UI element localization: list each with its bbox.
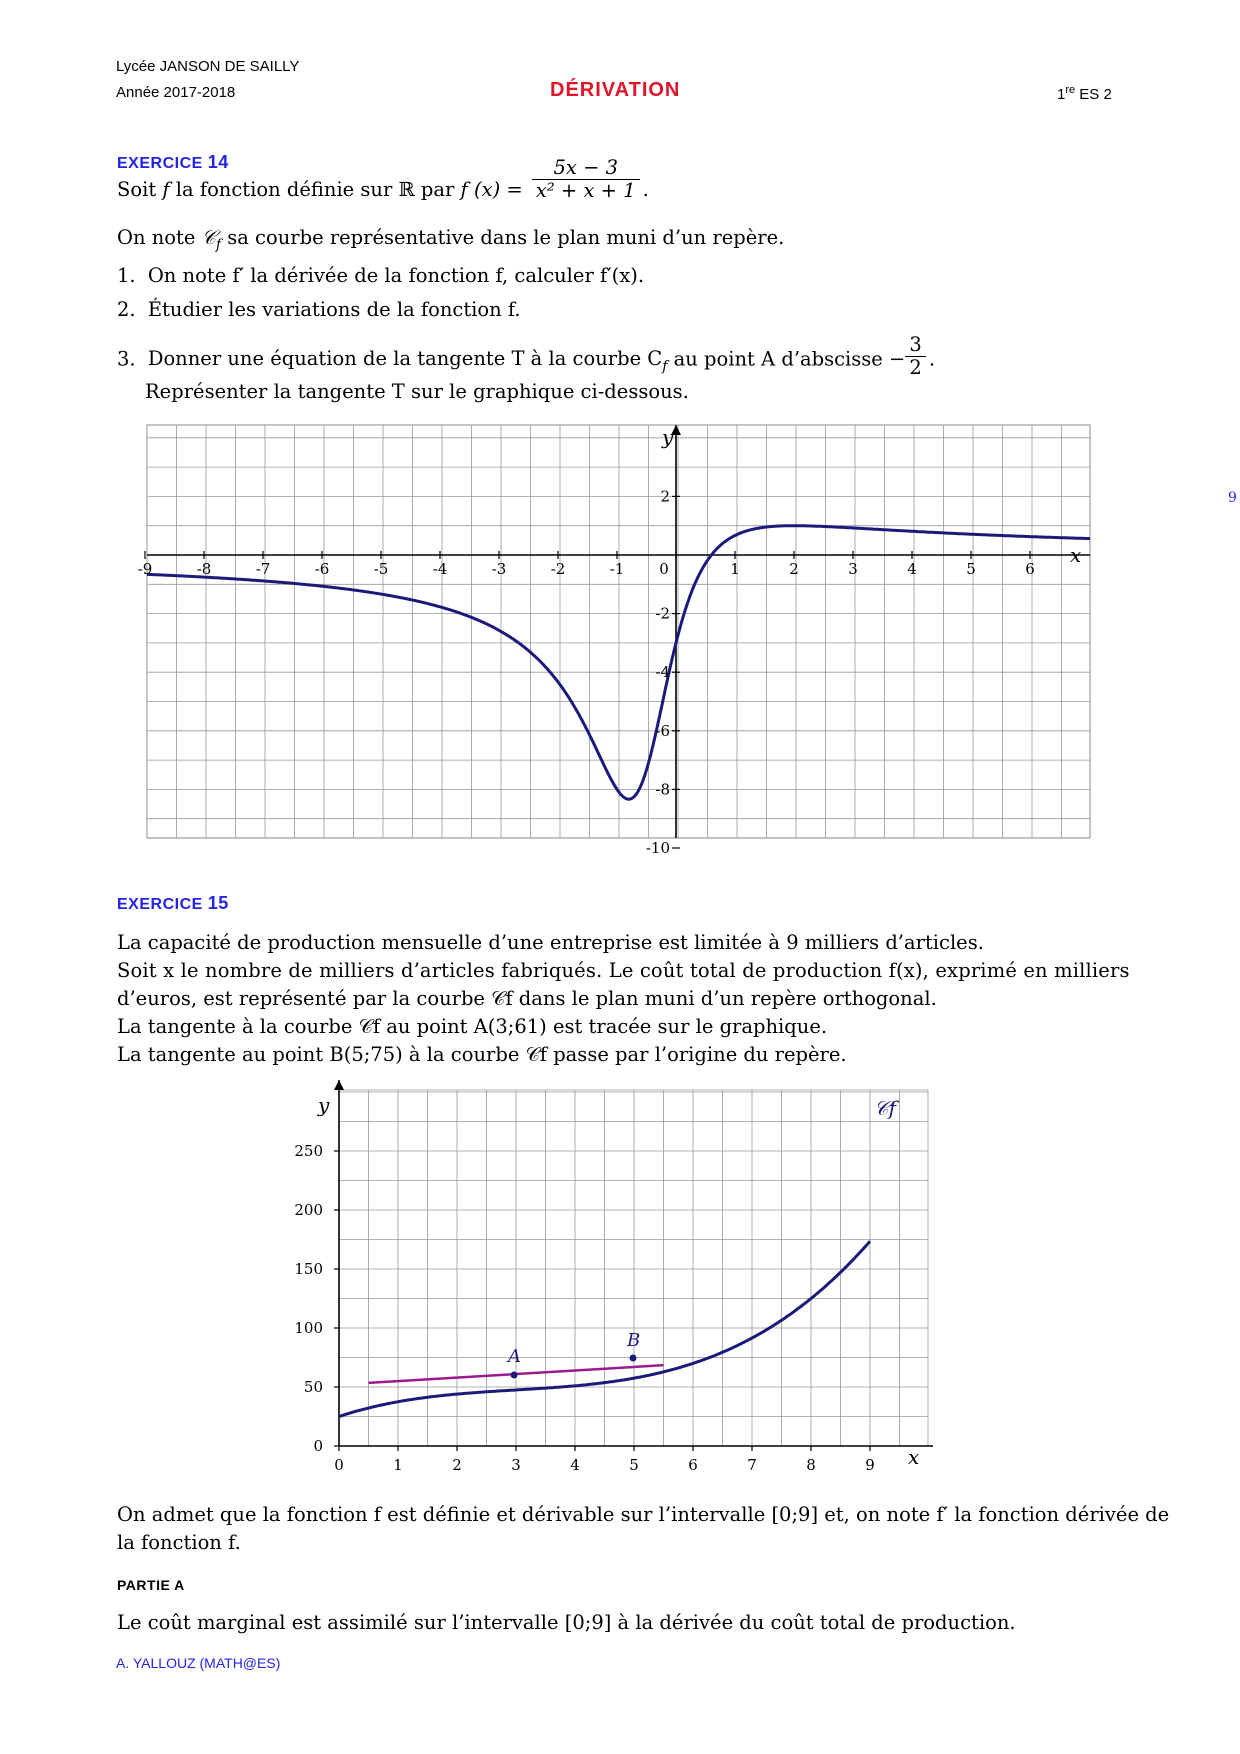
partie-a-text: Le coût marginal est assimilé sur l’intervalle [0;9] à la dérivée du coût total de production. — [117, 1611, 1016, 1634]
graph-2-y-tick: 250 — [294, 1142, 323, 1160]
graph-1-x-tick: -6 — [314, 560, 330, 578]
graph-2-x-tick: 0 — [334, 1456, 344, 1474]
graph-2-x-tick: 1 — [393, 1456, 403, 1474]
graph-1-x-tick: 3 — [848, 560, 858, 578]
ex14-q3: 3. Donner une équation de la tangente T à la courbe $C_f$ au point A d’abscisse − $\frac{3}{2}$ . — [117, 333, 936, 380]
class-sup: re — [1065, 84, 1076, 96]
graph-1-y-tick: -4 — [655, 663, 670, 682]
graph-2-x-label: x — [908, 1445, 920, 1469]
graph-2-x-tick: 5 — [629, 1456, 639, 1474]
ex15-p4: La tangente à la courbe 𝒞f au point A(3;61) est tracée sur le graphique. — [117, 1015, 828, 1038]
graph-1-x-tick: -4 — [432, 560, 448, 578]
graph-2-x-tick: 9 — [865, 1456, 875, 1474]
page-title: DÉRIVATION — [550, 79, 681, 101]
graph-2-x-tick: 6 — [688, 1456, 698, 1474]
exercise-label: EXERCICE — [117, 155, 203, 172]
ex15-p3: d’euros, est représenté par la courbe 𝒞f dans le plan muni d’un repère orthogonal. — [117, 987, 937, 1010]
graph-1-x-tick: -5 — [373, 560, 389, 578]
graph-2-point-b-marker — [630, 1355, 637, 1362]
graph-1-x-tick: 1 — [730, 560, 740, 578]
graph-1-x-tick: -7 — [255, 560, 271, 578]
exercise-label: EXERCICE — [117, 896, 203, 913]
footer-author: A. YALLOUZ (MATH@ES) — [116, 1655, 281, 1671]
q3-number: 3. — [117, 347, 136, 371]
school-year: Année 2017-2018 — [116, 84, 236, 101]
graph-2-x-tick: 4 — [570, 1456, 580, 1474]
fraction-numerator: 5x − 3 — [532, 157, 640, 180]
graph-2-x-tick: 2 — [452, 1456, 462, 1474]
class-prefix: 1 — [1057, 86, 1066, 103]
class-suffix: ES 2 — [1079, 86, 1112, 103]
fraction-denominator: x² + x + 1 — [535, 179, 636, 202]
graph-2-point-a-marker — [511, 1372, 518, 1379]
q1-text: On note f′ la dérivée de la fonction f, calculer f′(x). — [147, 264, 645, 287]
exercise-number: 15 — [207, 893, 229, 913]
intro-text-b: la fonction définie sur ℝ par — [169, 178, 461, 201]
school-name: Lycée JANSON DE SAILLY — [116, 58, 300, 75]
q3-text: Donner une équation de la tangente T à la courbe C — [147, 347, 663, 371]
graph-1-x-tick: -1 — [609, 560, 625, 578]
ex15-p5: La tangente au point B(5;75) à la courbe 𝒞f passe par l’origine du repère. — [117, 1043, 847, 1066]
q3-text-b: au point A d’abscisse − — [667, 347, 906, 371]
exercise-15-heading — [117, 893, 229, 914]
fx-label: f (x) = — [460, 178, 523, 201]
ex15-p2: Soit x le nombre de milliers d’articles fabriqués. Le coût total de production f(x), exprimé en milliers — [117, 959, 1130, 982]
graph-2-y-tick: 200 — [294, 1201, 323, 1219]
exercise-number: 14 — [207, 152, 229, 172]
ex15-after-2: la fonction f. — [117, 1531, 241, 1554]
graph-1-x-tick: 0 — [659, 560, 669, 578]
graph-1-x-tick: 5 — [966, 560, 976, 578]
graph-1-y-tick: 2 — [660, 487, 670, 506]
line2-text-b: sa courbe représentative dans le plan muni d’un repère. — [221, 226, 785, 249]
graph-1-y-tick: -2 — [655, 604, 670, 623]
graph-2-grid — [339, 1090, 928, 1446]
graph-2-point-b: B — [627, 1330, 641, 1351]
line2-text: On note — [117, 226, 202, 249]
graph-1-grid — [147, 425, 1090, 838]
graph-1-y-tick: -6 — [655, 721, 670, 740]
graph-2-x-tick: 8 — [806, 1456, 816, 1474]
graph-2-y-tick: 100 — [294, 1319, 323, 1337]
graph-1-axes — [147, 425, 1090, 838]
page-mark: 9 — [1228, 490, 1237, 506]
q3-frac-den: 2 — [909, 356, 922, 380]
graph-2-x-tick: 3 — [511, 1456, 521, 1474]
graph-2-y-tick: 50 — [303, 1378, 323, 1396]
graph-2-y-tick: 0 — [313, 1437, 323, 1455]
ex14-intro: Soit f la fonction définie sur ℝ par f (x) = $\frac{5x - 3}{\text{x² + x + 1}}$ . — [117, 155, 649, 202]
graph-2-axes — [334, 1080, 933, 1446]
graph-1-x-tick: -3 — [491, 560, 507, 578]
graph-1-y-tick: -10 — [645, 839, 670, 857]
q3-frac-num: 3 — [905, 334, 925, 357]
cf-symbol: 𝒞 — [201, 226, 216, 249]
ex14-line2: On note 𝒞$_f$ sa courbe représentative dans le plan muni d’un repère. — [117, 226, 785, 253]
graph-1-y-tick: -8 — [655, 780, 670, 799]
graph-2-point-a: A — [508, 1346, 521, 1367]
q1-number: 1. — [117, 264, 136, 287]
graph-2-x-tick: 7 — [747, 1456, 757, 1474]
graph-2-curve-label: 𝒞f — [874, 1096, 896, 1120]
graph-1-y-label: y — [662, 425, 674, 449]
ex15-p1: La capacité de production mensuelle d’une entreprise est limitée à 9 milliers d’articles. — [117, 931, 984, 954]
q2-number: 2. — [117, 298, 136, 321]
graph-1-x-label: x — [1070, 543, 1082, 567]
intro-f: f — [162, 178, 170, 201]
graph-2-tick-labels — [294, 1142, 874, 1474]
graph-1-x-tick: -2 — [550, 560, 566, 578]
graph-1-x-tick: -8 — [196, 560, 212, 578]
partie-a-heading: PARTIE A — [117, 1577, 185, 1593]
intro-text: Soit — [117, 178, 163, 201]
q2-text: Étudier les variations de la fonction f. — [147, 298, 521, 321]
graph-1-x-tick: 6 — [1025, 560, 1035, 578]
graph-1-x-tick: 2 — [789, 560, 799, 578]
ex15-after-1: On admet que la fonction f est définie et dérivable sur l’intervalle [0;9] et, on note f′ la fonction dérivée de — [117, 1503, 1170, 1526]
graph-2-y-tick: 150 — [294, 1260, 323, 1278]
ex14-q3-line2: Représenter la tangente T sur le graphique ci-dessous. — [145, 380, 689, 403]
graph-1-x-tick: -9 — [137, 560, 153, 578]
graph-1-x-tick: 4 — [907, 560, 917, 578]
graph-2-y-label: y — [318, 1093, 330, 1117]
